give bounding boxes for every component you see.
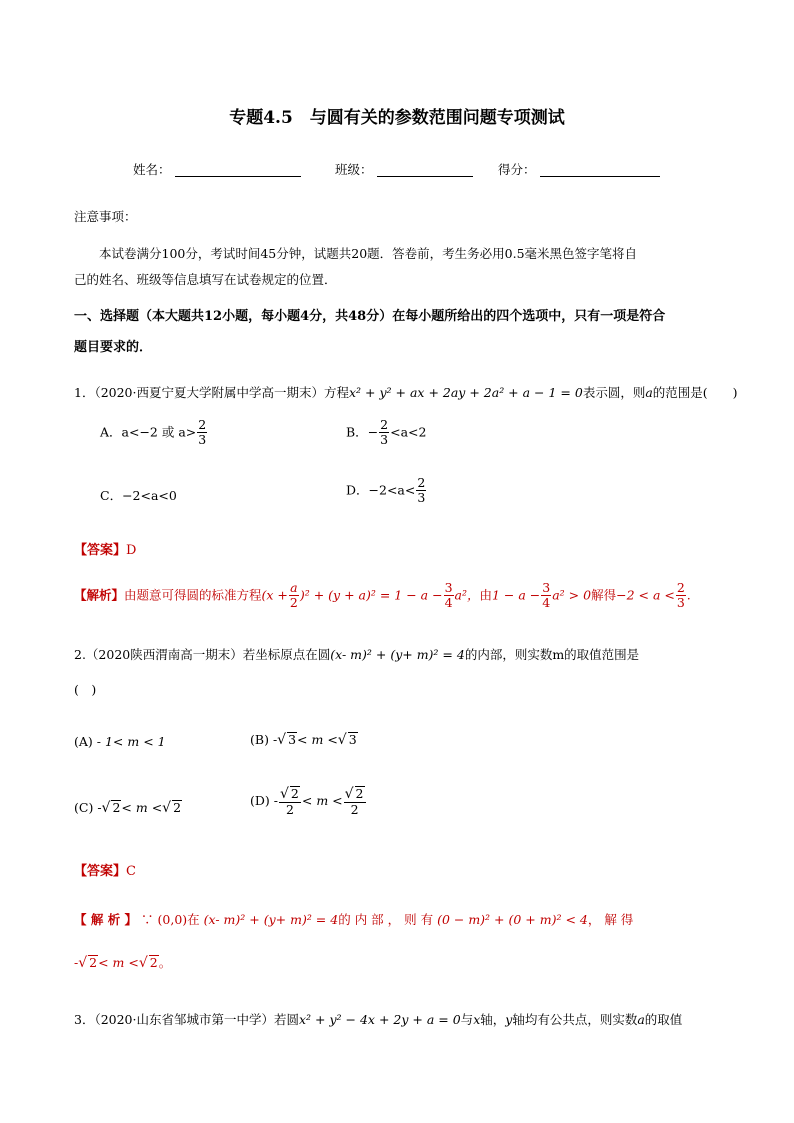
fraction-denominator: 3 <box>417 490 426 506</box>
q1-analysis-eq2b: a² > 0 <box>552 587 592 603</box>
q1-option-d-label: D． <box>346 482 369 498</box>
sqrt-icon: √ <box>162 800 172 816</box>
q1-analysis-a: 由题意可得圆的标准方程 <box>124 587 262 603</box>
q1-analysis <box>74 581 691 611</box>
sqrt-icon: √ <box>277 732 287 748</box>
class-label: 班级： <box>335 162 373 177</box>
q2-option-c[interactable] <box>74 800 182 816</box>
q1-option-b-fraction <box>379 418 389 448</box>
q2-answer-value: C <box>126 864 136 879</box>
class-blank[interactable] <box>377 162 473 177</box>
sqrt-icon: √ <box>344 786 354 802</box>
q2-analysis-label: 【 解 析 】 <box>74 912 138 927</box>
fraction-numerator: 2 <box>417 475 426 490</box>
q1-analysis-period: . <box>686 587 691 603</box>
q2-analysis-eq1: (x- m)² + (y+ m)² = 4 <box>203 912 339 927</box>
sqrt-icon: √ <box>280 786 289 802</box>
radicand: 2 <box>355 786 364 801</box>
q1-analysis-c: 解得 <box>591 587 617 603</box>
q1-analysis-eq1a: (x + <box>261 587 288 603</box>
section1-line-1: 一、选择题（本大题共12小题，每小题4分，共48分）在每小题所给出的四个选项中，只有一项是符合 <box>74 309 666 324</box>
fraction-numerator <box>279 786 301 803</box>
section1-line-2: 题目要求的． <box>74 340 153 355</box>
q2-option-b-radicand-1: 3 <box>288 732 297 747</box>
q1-tail-a: 表示圆，则 <box>582 385 646 400</box>
q1-option-b-pre: − <box>367 424 379 440</box>
q2-option-d-pre: - <box>273 793 278 809</box>
q1-analysis-frac-tq2 <box>541 581 551 611</box>
q1-analysis-eq3: −2 < a < <box>616 587 675 603</box>
q1-analysis-eq1c: a²， <box>454 587 480 603</box>
q2-paren: ( ) <box>74 682 97 697</box>
fraction-numerator <box>344 786 366 803</box>
q1-stem <box>74 383 738 401</box>
q2-option-b-mid: < m < <box>297 732 338 747</box>
q2-option-c-pre: - <box>97 800 102 815</box>
q2-option-a[interactable] <box>74 734 166 749</box>
fraction-denominator: 2 <box>350 802 359 818</box>
q2-analysis <box>74 910 633 928</box>
q2-equation: (x- m)² + (y+ m)² = 4 <box>330 647 465 662</box>
q1-analysis-frac-tq1 <box>444 581 454 611</box>
q1-source: 1．（2020·西夏宁夏大学附属中学高一期末）方程 <box>74 385 349 400</box>
fraction-numerator: 3 <box>444 580 453 595</box>
q2-option-d-label: (D) <box>250 793 270 809</box>
name-field[interactable] <box>133 160 301 178</box>
q3-a-var: a <box>637 1012 645 1027</box>
q3-source: 3．（2020·山东省邹城市第一中学）若圆 <box>74 1012 299 1027</box>
q2-option-c-mid: < m < <box>121 800 163 815</box>
q1-analysis-b: 由 <box>479 587 492 603</box>
fraction-numerator: 3 <box>542 580 551 595</box>
q3-tail: 的取值 <box>644 1012 683 1027</box>
fraction-denominator: 3 <box>380 432 389 448</box>
sqrt-icon: √ <box>337 732 347 748</box>
name-label: 姓名： <box>133 162 171 177</box>
q1-tail-b: 的范围是( ) <box>652 385 738 400</box>
notice-line-2: 己的姓名、班级等信息填写在试卷规定的位置． <box>74 272 337 287</box>
q1-option-a-text: a<−2 或 a> <box>121 424 197 440</box>
q1-option-d-text: −2<a< <box>368 482 416 498</box>
q2-analysis-c: ， 解 得 <box>587 912 634 927</box>
score-field[interactable] <box>498 160 660 178</box>
fraction-denominator: 4 <box>444 595 453 611</box>
q2-option-c-label: (C) <box>74 800 94 815</box>
q2-option-b-label: (B) <box>250 732 269 747</box>
q2-answer-label: 【答案】 <box>74 864 127 879</box>
q1-analysis-frac-two-thirds <box>676 581 686 611</box>
notice-heading: 注意事项： <box>74 209 137 224</box>
q3-y-var: y <box>505 1012 513 1027</box>
q2-option-d-fraction-2 <box>344 786 366 817</box>
sqrt-icon: √ <box>78 955 88 971</box>
q1-option-a[interactable] <box>100 418 208 448</box>
q1-option-b-label: B． <box>346 424 368 440</box>
q3-mid-c: 轴均有公共点，则实数 <box>512 1012 638 1027</box>
q2-tail: 的内部，则实数m的取值范围是 <box>464 647 640 662</box>
q1-option-d-fraction <box>416 476 426 506</box>
sqrt-icon: √ <box>101 800 111 816</box>
q2-analysis-radicand-2: 2 <box>149 955 158 970</box>
q3-x-var: x <box>473 1012 481 1027</box>
q3-mid-b: 轴， <box>480 1012 506 1027</box>
radicand: 2 <box>290 786 299 801</box>
fraction-denominator: 2 <box>285 802 294 818</box>
fraction-denominator: 3 <box>198 432 207 448</box>
q2-analysis-b: 的 内 部 ， 则 有 <box>338 912 434 927</box>
q1-analysis-eq1b: )² + (y + a)² = 1 − a − <box>299 587 443 603</box>
fraction-denominator: 3 <box>676 595 685 611</box>
q3-mid-a: 与 <box>460 1012 474 1027</box>
q2-option-d[interactable] <box>250 786 367 817</box>
q2-source: 2.（2020陕西渭南高一期末）若坐标原点在圆 <box>74 647 331 662</box>
q1-analysis-frac-half <box>289 581 299 611</box>
q1-answer-value: D <box>126 543 137 558</box>
q2-option-d-fraction-1 <box>279 786 301 817</box>
q1-answer-label: 【答案】 <box>74 543 127 558</box>
q2-analysis-line2-pre: - <box>74 955 79 970</box>
q2-option-a-text: - 1< m < 1 <box>96 734 166 749</box>
q2-analysis-line2 <box>74 953 171 971</box>
q2-option-c-radicand-2: 2 <box>173 800 182 815</box>
q2-answer <box>74 860 136 879</box>
sqrt-icon: √ <box>138 955 148 971</box>
fraction-numerator: a <box>290 580 298 595</box>
q1-var: a <box>645 385 653 400</box>
fraction-numerator: 2 <box>198 417 207 432</box>
q1-option-a-fraction <box>197 418 207 448</box>
q1-option-c-text: −2<a<0 <box>122 488 177 503</box>
fraction-denominator: 4 <box>542 595 551 611</box>
q1-option-b-post: <a<2 <box>390 424 427 440</box>
name-blank[interactable] <box>175 162 301 177</box>
q1-option-d[interactable] <box>346 476 427 506</box>
q1-option-c-label: C． <box>100 488 123 503</box>
q1-option-a-label: A． <box>100 424 122 440</box>
q2-stem <box>74 645 639 663</box>
q1-analysis-label: 【解析】 <box>74 587 125 603</box>
q2-option-d-mid: < m < <box>301 793 343 809</box>
q1-answer <box>74 539 136 558</box>
q2-analysis-line2-mid: < m < <box>98 955 139 970</box>
q1-option-b[interactable] <box>346 418 426 448</box>
q1-equation: x² + y² + ax + 2ay + 2a² + a − 1 = 0 <box>349 385 583 400</box>
q2-option-a-label: (A) <box>74 734 93 749</box>
q1-analysis-eq2a: 1 − a − <box>492 587 541 603</box>
q2-option-b-pre: - <box>272 732 278 747</box>
q2-option-b-radicand-2: 3 <box>348 732 357 747</box>
q2-analysis-radicand-1: 2 <box>89 955 98 970</box>
notice-line-1: 本试卷满分100分，考试时间45分钟，试题共20题．答卷前，考生务必用0.5毫米黑色签字笔将自 <box>99 246 638 261</box>
q3-equation: x² + y² − 4x + 2y + a = 0 <box>299 1012 461 1027</box>
q2-analysis-a: ∵ (0,0)在 <box>141 912 200 927</box>
q2-option-b[interactable] <box>250 732 358 748</box>
q3-stem <box>74 1010 682 1028</box>
class-field[interactable] <box>335 160 473 178</box>
q2-analysis-eq2: (0 − m)² + (0 + m)² < 4 <box>437 912 588 927</box>
fraction-denominator: 2 <box>289 595 298 611</box>
q2-analysis-line2-end: 。 <box>158 955 172 970</box>
fraction-numerator: 2 <box>380 417 389 432</box>
q2-option-c-radicand-1: 2 <box>112 800 121 815</box>
score-label: 得分： <box>498 162 536 177</box>
fraction-numerator: 2 <box>676 580 685 595</box>
page-title: 专题4.5 与圆有关的参数范围问题专项测试 <box>229 108 565 128</box>
score-blank[interactable] <box>540 162 660 177</box>
q1-option-c[interactable] <box>100 486 177 504</box>
